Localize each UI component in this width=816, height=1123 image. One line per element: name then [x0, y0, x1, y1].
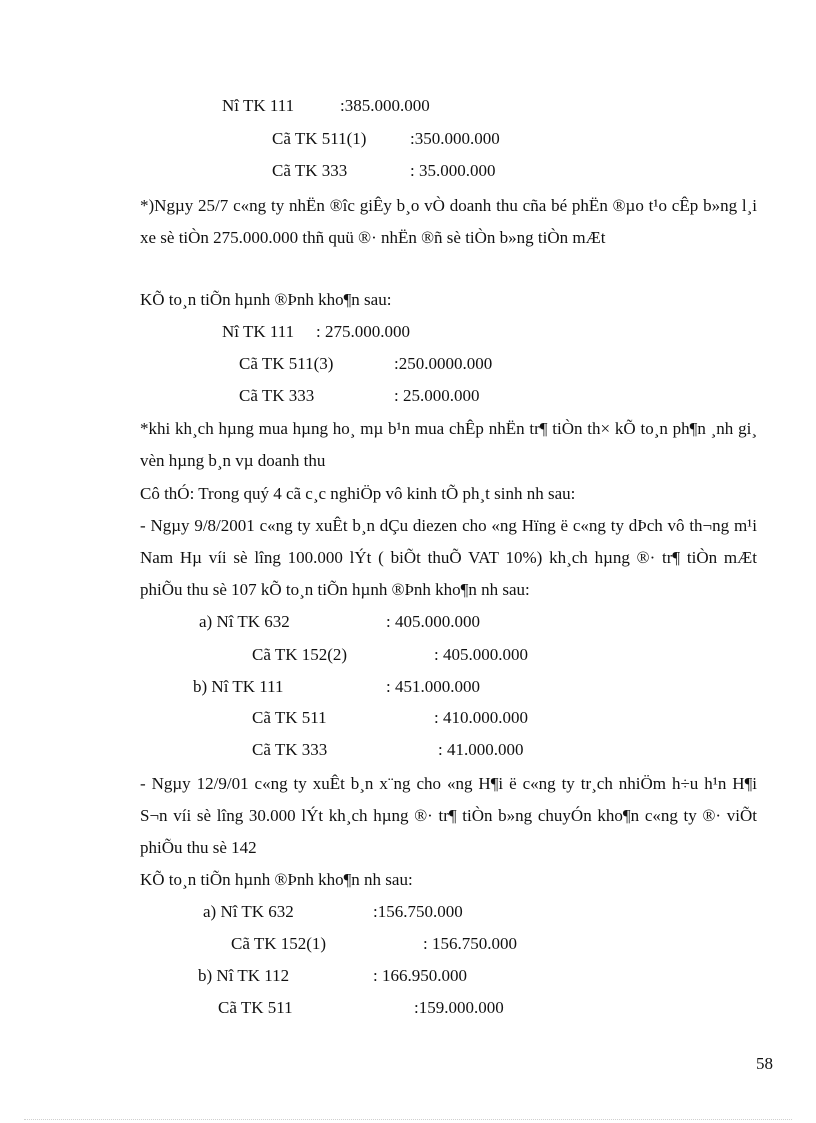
entry-account: Cã TK 511 [218, 998, 293, 1017]
entry-amount: : 166.950.000 [373, 966, 467, 985]
entry-credit-tk511 [218, 998, 504, 1018]
entry-account: Cã TK 333 [272, 161, 348, 180]
entry-amount: :385.000.000 [340, 96, 430, 115]
entry-credit-tk511 [252, 708, 528, 728]
entry-account: b) Nî TK 112 [198, 966, 290, 985]
entry-amount: : 41.000.000 [438, 740, 524, 759]
entry-debit-tk111 [222, 96, 430, 116]
entry-credit-tk333 [272, 161, 496, 181]
paragraph-example-intro: Cô thÓ: Trong quý 4 cã c¸c nghiÖp vô kinh tÕ ph¸t sinh nh sau: [140, 484, 576, 503]
entry-credit-tk511-3 [239, 354, 493, 374]
entry-account: Cã TK 152(2) [252, 645, 348, 664]
entry-amount: :250.0000.000 [394, 354, 493, 373]
entry-account: a) Nî TK 632 [203, 902, 294, 921]
entry-account: Nî TK 111 [222, 322, 295, 341]
paragraph-transaction-0908: - Ngµy 9/8/2001 c«ng ty xuÊt b¸n dÇu diezen cho «ng Hïng ë c«ng ty dÞch vô th¬ng m¹i Nam Hµ víi sè lîng 100.000 lÝt ( biÕt thuÕ VAT 10%) kh¸ch hµng ®· tr¶ tiÒn mÆt phiÕu thu sè 107 kÕ to¸n tiÕn hµnh ®Þnh kho¶n nh sau: [140, 516, 757, 599]
entry-account: Cã TK 511(3) [239, 354, 334, 373]
entry-credit-tk333 [252, 740, 524, 760]
entry-account: b) Nî TK 111 [193, 677, 284, 696]
entry-account: Cã TK 333 [239, 386, 315, 405]
entry-amount: : 35.000.000 [410, 161, 496, 180]
entry-account: Nî TK 111 [222, 96, 295, 115]
entry-amount: :159.000.000 [414, 998, 504, 1017]
entry-amount: : 25.000.000 [394, 386, 480, 405]
entry-a-debit-tk632 [203, 902, 463, 922]
entry-account: Cã TK 511(1) [272, 129, 367, 148]
entry-b-debit-tk111 [193, 677, 480, 697]
entry-account: Cã TK 333 [252, 740, 328, 759]
entry-a-debit-tk632 [199, 612, 480, 632]
entry-amount: : 405.000.000 [386, 612, 480, 631]
entry-amount: : 410.000.000 [434, 708, 528, 727]
paragraph-revenue-note: *)Ngµy 25/7 c«ng ty nhËn ®îc giÊy b¸o vÒ doanh thu cña bé phËn ®µo t¹o cÊp b»ng l¸i xe sè tiÒn 275.000.000 thñ quü ®· nhËn ®ñ sè tiÒn b»ng tiÒn mÆt [140, 196, 757, 247]
entry-b-debit-tk112 [198, 966, 467, 986]
entry-amount: :350.000.000 [410, 129, 500, 148]
entry-amount: : 451.000.000 [386, 677, 480, 696]
entry-credit-tk333 [239, 386, 480, 406]
paragraph-entry-intro: KÕ to¸n tiÕn hµnh ®Þnh kho¶n sau: [140, 290, 392, 309]
entry-amount: : 405.000.000 [434, 645, 528, 664]
entry-amount: : 156.750.000 [423, 934, 517, 953]
entry-debit-tk111 [222, 322, 410, 342]
entry-amount: :156.750.000 [373, 902, 463, 921]
paragraph-entry-intro-2: KÕ to¸n tiÕn hµnh ®Þnh kho¶n nh sau: [140, 870, 413, 889]
paragraph-customer-note: *khi kh¸ch hµng mua hµng ho¸ mµ b¹n mua chÊp nhËn tr¶ tiÒn th× kÕ to¸n ph¶n ¸nh gi¸ vèn hµng b¸n vµ doanh thu [140, 419, 757, 470]
page-number: 58 [756, 1054, 773, 1073]
entry-account: Cã TK 511 [252, 708, 327, 727]
page-bottom-divider [24, 1119, 792, 1120]
entry-account: Cã TK 152(1) [231, 934, 327, 953]
entry-credit-tk152-2 [252, 645, 528, 665]
entry-credit-tk152-1 [231, 934, 517, 954]
entry-credit-tk511-1 [272, 129, 500, 149]
entry-amount: : 275.000.000 [316, 322, 410, 341]
paragraph-transaction-1209: - Ngµy 12/9/01 c«ng ty xuÊt b¸n x¨ng cho «ng H¶i ë c«ng ty tr¸ch nhiÖm h÷u h¹n H¶i S¬n víi sè lîng 30.000 lÝt kh¸ch hµng ®· tr¶ tiÒn b»ng chuyÓn kho¶n c«ng ty ®· viÕt phiÕu thu sè 142 [140, 774, 757, 857]
entry-account: a) Nî TK 632 [199, 612, 290, 631]
